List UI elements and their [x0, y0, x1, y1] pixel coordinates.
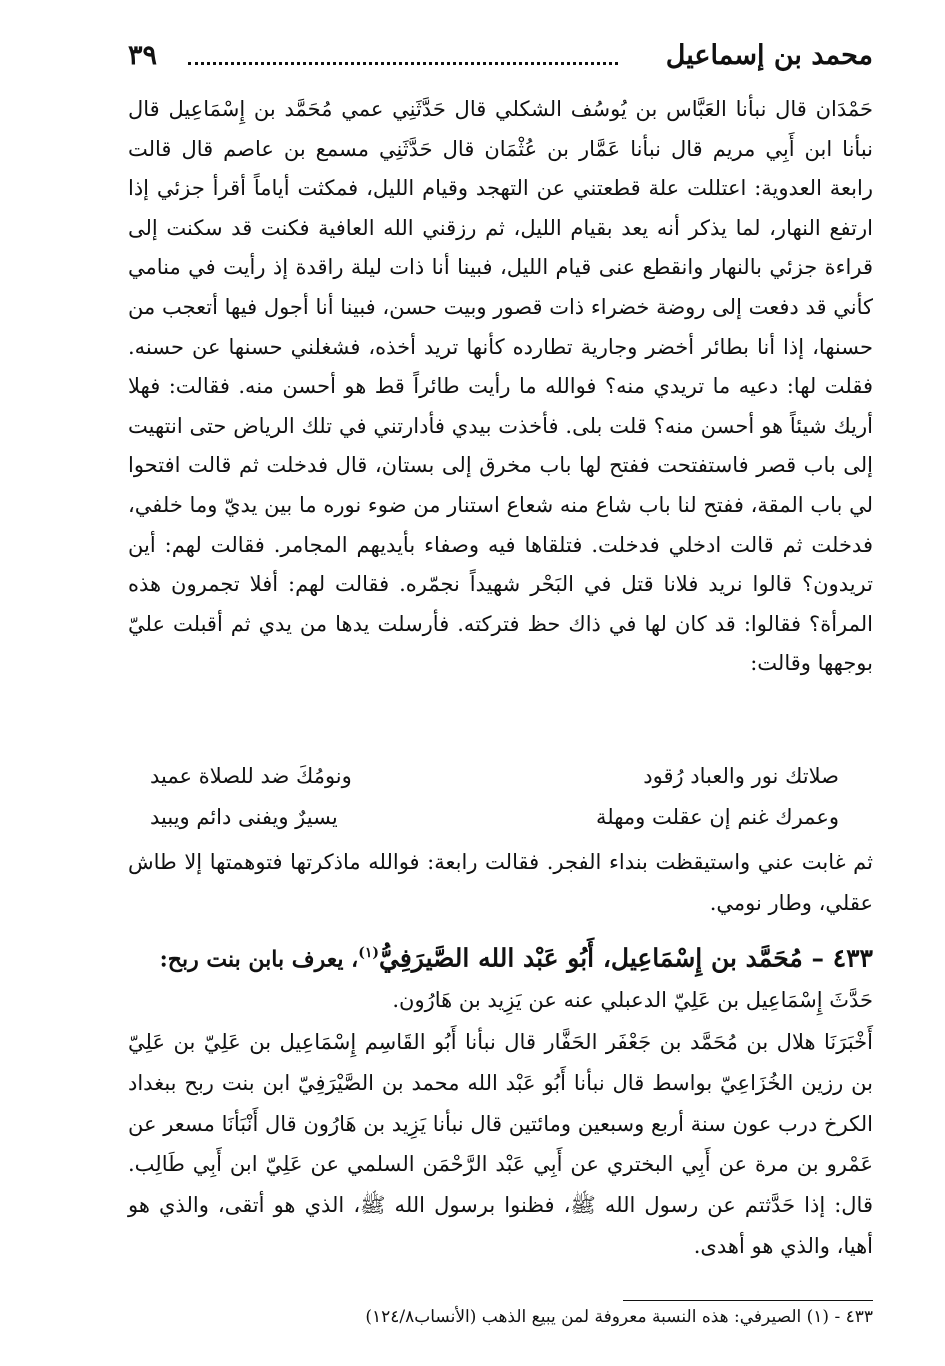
header-dot-leader	[188, 62, 618, 65]
entry-heading	[128, 933, 873, 979]
entry-intro-paragraph: حَدَّثَ إِسْمَاعِيل بن عَلِيّ الدعبلي عنه عن يَزِيد بن هَارُون.	[392, 988, 873, 1012]
verse-second-hemistich: ونومُكَ ضد للصلاة عميد	[150, 764, 352, 788]
verse-second-hemistich: يسيرٌ ويفنى دائم ويبيد	[150, 805, 338, 829]
footnote-marker: (١)	[358, 945, 379, 961]
verse-first-hemistich: صلاتك نور والعباد رُقود	[643, 764, 839, 788]
verse-first-hemistich: وعمرك غنم إن عقلت ومهلة	[596, 805, 839, 829]
closing-paragraph: ثم غابت عني واستيقظت بنداء الفجر. فقالت رابعة: فوالله ماذكرتها فتوهمتها إلا طاش عقلي، وطار نومي.	[128, 850, 873, 915]
entry-descriptor: ، يعرف بابن بنت ربح:	[159, 946, 359, 973]
poem-verse	[150, 797, 839, 838]
narration-paragraph: حَمْدَان قال نبأنا العَبَّاس بن يُوسُف الشكلي قال حَدَّثَنِي عمي مُحَمَّد بن إِسْمَاعِيل قال نبأنا ابن أَبِي مريم قال نبأنا عَمَّار بن عُثْمَان قال حَدَّثَنِي مسمع بن عاصم قال قالت رابعة العدوية: اعتللت علة قطعتني عن التهجد وقيام الليل، فمكثت أياماً أقرأ جزئي إذا ارتفع النهار، لما يذكر أنه يعد بقيام الليل، ثم رزقني الله العافية فكنت قد سكنت إلى قراءة جزئي بالنهار وانقطع عنى قيام الليل، فبينا أنا ذات ليلة راقدة إذ رأيت في منامي كأني قد دفعت إلى روضة خضراء ذات قصور وبيت حسن، فبينا أنا أجول فيها أتعجب من حسنها، إذا أنا بطائر أخضر وجارية تطارده كأنها تريد أخذه، فشغلني حسنها عن حسنه. فقلت لها: دعيه ما تريدي منه؟ فوالله ما رأيت طائراً قط هو أحسن منه. فقالت: فهلا أريك شيئاً هو أحسن منه؟ قلت بلى. فأخذت بيدي فأدارتني في تلك الرياض حتى انتهيت إلى باب قصر فاستفتحت ففتح لها باب مخرق إلى بستان، قال فدخلت ثم قالت افتحوا لي باب المقة، ففتح لنا باب شاع منه شعاع استنار من ضوء نوره ما بين يديّ وما خلفي، فدخلت ثم قالت ادخلي فدخلت. فتلقاها فيه وصفاء بأيديهم المجامر. فقالت لهم: أين تريدون؟ قالوا نريد فلانا قتل في البَحْر شهيداً نجمّره. فقالت لهم: أفلا تجمرون هذه المرأة؟ فقالوا: قد كان لها في ذاك حظ فتركته. فأرسلت يدها من يدي ثم أقبلت عليّ بوجهها وقالت:	[128, 97, 873, 676]
footnote-divider	[623, 1300, 873, 1301]
page-header	[128, 40, 873, 80]
running-title: محمد بن إسماعيل	[665, 40, 873, 71]
hadith-paragraph: أَخْبَرَنَا هلال بن مُحَمَّد بن جَعْفَر الحَفَّار قال نبأنا أَبُو القَاسِم إِسْمَاعِيل بن عَلِيّ بن عَلِيّ بن رزين الخُزَاعِيّ بواسط قال نبأنا أَبُو عَبْد الله محمد بن الصَّيْرَفِيّ ابن بنت ربح ببغداد الكرخ درب عون سنة أربع وسبعين ومائتين قال نبأنا يَزِيد بن هَارُون قال أَنْبَأنَا مسعر عن عَمْرو بن مرة عن أَبِي البختري عن أَبِي عَبْد الرَّحْمَن السلمي عن عَلِيّ ابن أَبِي طَالِب. قال: إذا حَدَّثتم عن رسول الله ﷺ، فظنوا برسول الله ﷺ، الذي هو أتقى، والذي هو أهيا، والذي هو أهدى.	[128, 1030, 873, 1258]
poem-verse	[150, 756, 839, 797]
poem-block	[150, 756, 839, 838]
page-number: ٣٩	[128, 40, 158, 71]
entry-number: ٤٣٣ –	[811, 943, 873, 973]
footnote: ٤٣٣ - (١) الصيرفي: هذه النسبة معروفة لمن يبيع الذهب (الأنساب١٢٤/٨)	[365, 1307, 873, 1327]
entry-name: مُحَمَّد بن إِسْمَاعِيل، أَبُو عَبْد الله الصَّيرَفِيُّ	[379, 943, 803, 973]
